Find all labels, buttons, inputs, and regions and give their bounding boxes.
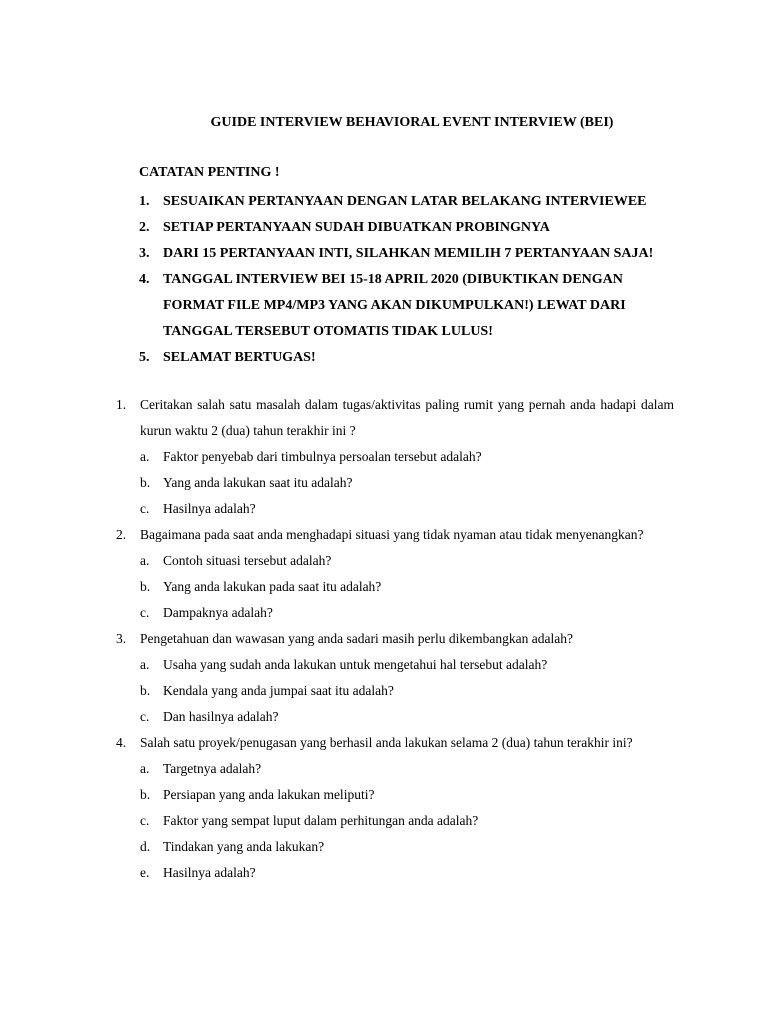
note-number: 3. xyxy=(139,246,150,261)
sub-question xyxy=(140,808,674,834)
note-text: DARI 15 PERTANYAAN INTI, SILAHKAN MEMILIH 7 PERTANYAAN SAJA! xyxy=(163,246,654,261)
question-number: 3. xyxy=(116,631,127,646)
note-item xyxy=(139,267,679,345)
question-number: 4. xyxy=(116,735,127,750)
note-number: 2. xyxy=(139,220,150,235)
note-item xyxy=(139,189,679,215)
sub-question-text: Tindakan yang anda lakukan? xyxy=(163,839,325,854)
question-text: Pengetahuan dan wawasan yang anda sadari masih perlu dikembangkan adalah? xyxy=(140,631,573,646)
sub-question xyxy=(140,574,674,600)
sub-question xyxy=(140,860,674,886)
note-number: 5. xyxy=(139,350,150,365)
question-item xyxy=(116,626,674,730)
important-notes xyxy=(139,163,679,371)
sub-question-text: Dan hasilnya adalah? xyxy=(163,709,279,724)
sub-question-letter: b. xyxy=(140,475,151,490)
sub-question-text: Contoh situasi tersebut adalah? xyxy=(163,553,332,568)
note-text: SESUAIKAN PERTANYAAN DENGAN LATAR BELAKANG INTERVIEWEE xyxy=(163,194,647,209)
sub-question xyxy=(140,782,674,808)
sub-question-text: Persiapan yang anda lakukan meliputi? xyxy=(163,787,375,802)
sub-question-letter: a. xyxy=(140,449,150,464)
question-item xyxy=(116,522,674,626)
notes-list xyxy=(139,189,679,371)
sub-question-text: Targetnya adalah? xyxy=(163,761,262,776)
sub-question-letter: d. xyxy=(140,839,151,854)
sub-question-text: Dampaknya adalah? xyxy=(163,605,273,620)
question-list xyxy=(116,392,674,886)
sub-question-letter: b. xyxy=(140,579,151,594)
sub-question xyxy=(140,652,674,678)
note-text: TANGGAL TERSEBUT OTOMATIS TIDAK LULUS! xyxy=(163,324,493,339)
sub-question-letter: a. xyxy=(140,553,150,568)
sub-question xyxy=(140,496,674,522)
note-number: 1. xyxy=(139,194,150,209)
note-item xyxy=(139,241,679,267)
note-text: SETIAP PERTANYAAN SUDAH DIBUATKAN PROBINGNYA xyxy=(163,220,550,235)
sub-question-text: Usaha yang sudah anda lakukan untuk mengetahui hal tersebut adalah? xyxy=(163,657,548,672)
sub-question xyxy=(140,756,674,782)
sub-question xyxy=(140,834,674,860)
sub-question xyxy=(140,548,674,574)
question-item xyxy=(116,392,674,522)
sub-question xyxy=(140,704,674,730)
sub-question-letter: c. xyxy=(140,813,150,828)
sub-question-letter: e. xyxy=(140,865,150,880)
sub-question xyxy=(140,470,674,496)
question-text: Ceritakan salah satu masalah dalam tugas/aktivitas paling rumit yang pernah anda hadapi dalam kurun waktu 2 (dua) tahun terakhir ini ? xyxy=(140,397,674,438)
sub-question-letter: c. xyxy=(140,709,150,724)
sub-question-text: Hasilnya adalah? xyxy=(163,501,256,516)
sub-question-letter: a. xyxy=(140,657,150,672)
note-text: TANGGAL INTERVIEW BEI 15-18 APRIL 2020 (DIBUKTIKAN DENGAN xyxy=(163,272,623,287)
sub-question-letter: b. xyxy=(140,787,151,802)
note-number: 4. xyxy=(139,272,150,287)
sub-question-letter: a. xyxy=(140,761,150,776)
sub-question xyxy=(140,444,674,470)
notes-heading: CATATAN PENTING ! xyxy=(139,165,280,180)
question-text: Salah satu proyek/penugasan yang berhasil anda lakukan selama 2 (dua) tahun terakhir ini? xyxy=(140,735,633,750)
document-title: GUIDE INTERVIEW BEHAVIORAL EVENT INTERVIEW (BEI) xyxy=(210,115,614,130)
sub-question-text: Yang anda lakukan pada saat itu adalah? xyxy=(163,579,382,594)
sub-question-text: Hasilnya adalah? xyxy=(163,865,256,880)
note-item xyxy=(139,215,679,241)
sub-question-letter: b. xyxy=(140,683,151,698)
question-text: Bagaimana pada saat anda menghadapi situasi yang tidak nyaman atau tidak menyenangkan? xyxy=(140,527,644,542)
note-text: FORMAT FILE MP4/MP3 YANG AKAN DIKUMPULKAN!) LEWAT DARI xyxy=(163,298,626,313)
question-number: 1. xyxy=(116,397,127,412)
sub-question xyxy=(140,678,674,704)
sub-question-text: Yang anda lakukan saat itu adalah? xyxy=(163,475,353,490)
sub-question-letter: c. xyxy=(140,501,150,516)
sub-question-text: Kendala yang anda jumpai saat itu adalah? xyxy=(163,683,394,698)
sub-question-letter: c. xyxy=(140,605,150,620)
note-item xyxy=(139,345,679,371)
question-number: 2. xyxy=(116,527,127,542)
note-text: SELAMAT BERTUGAS! xyxy=(163,350,316,365)
sub-question xyxy=(140,600,674,626)
question-item xyxy=(116,730,674,886)
sub-question-text: Faktor yang sempat luput dalam perhitungan anda adalah? xyxy=(163,813,479,828)
sub-question-text: Faktor penyebab dari timbulnya persoalan tersebut adalah? xyxy=(163,449,482,464)
